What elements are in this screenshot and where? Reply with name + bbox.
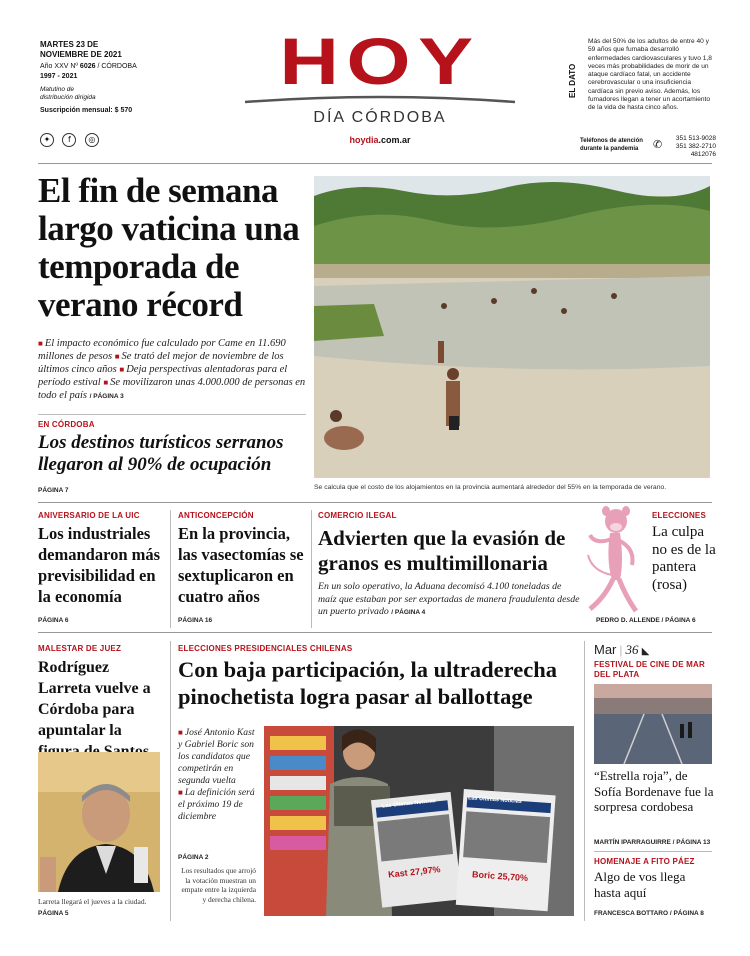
lead-page-ref[interactable]: / PÁGINA 3	[89, 393, 124, 400]
website-prefix: hoydia	[349, 135, 379, 145]
uic-kicker: ANIVERSARIO DE LA UIC	[38, 511, 140, 520]
fito-rule	[594, 851, 712, 852]
comercio-summary-text: En un solo operativo, la Aduana decomisó 4.100 toneladas de maíz que estaban por ser exportadas de manera fraudulenta desde un puerto privado	[318, 581, 580, 617]
bullet-icon: ■	[114, 352, 122, 361]
mardelplata-photo	[594, 684, 712, 764]
elecciones-headline[interactable]: La culpa no es de la pantera (rosa)	[652, 524, 716, 593]
phone-icon: ✆	[653, 138, 663, 151]
larreta-photo	[38, 752, 160, 892]
phone-2[interactable]: 351 382-2710	[675, 143, 716, 150]
instagram-icon[interactable]: ◎	[85, 133, 99, 147]
tagline-2: distribución dirigida	[40, 94, 96, 101]
chile-kicker: ELECCIONES PRESIDENCIALES CHILENAS	[178, 644, 353, 653]
chile-caption: Los resultados que arrojó la votación muestran un empate entre la izquierda y derecha chilena.	[181, 866, 256, 904]
larreta-portrait	[38, 752, 160, 892]
col-rule-3	[170, 641, 171, 921]
phone-3[interactable]: 4812076	[690, 151, 716, 158]
elecciones-kicker: ELECCIONES	[652, 511, 707, 520]
cordoba-headline[interactable]: Los destinos turísticos serranos llegaron al 90% de ocupación	[38, 432, 284, 475]
chile-page-ref[interactable]: PÁGINA 2	[178, 854, 209, 861]
issue-number: 6026	[79, 63, 96, 70]
anticoncepcion-page-ref[interactable]: PÁGINA 16	[178, 617, 213, 624]
twitter-icon[interactable]: ✦	[40, 133, 54, 147]
phones-list	[670, 135, 716, 159]
mardelplata-kicker: FESTIVAL DE CINE DE MAR DEL PLATA	[594, 660, 705, 679]
bullet-icon: ■	[38, 339, 45, 348]
larreta-page-ref[interactable]: PÁGINA 5	[38, 910, 69, 917]
comercio-headline[interactable]: Advierten que la evasión de granos es multimillonaria	[318, 526, 566, 575]
chile-bullet-1	[178, 727, 258, 787]
social-links	[40, 129, 190, 147]
lead-bullet-3: Deja perspectivas alentadoras para el período estival	[38, 364, 288, 388]
chile-headline[interactable]: Con baja participación, la ultraderecha pinochetista logra pasar al ballottage	[178, 657, 557, 709]
mardelplata-brand	[594, 642, 649, 658]
el-dato-text: Más del 50% de los adultos de entre 40 y 59 años que fumaba desarrolló enfermedades cardiovasculares y tuvo 1,8 veces más probabilidades de morir de un ataque cardíaco fatal, un accidente cerebrovascular o una insuficiencia cardíaca sin previo aviso. Además, los fumadores llegan a tener un acortamiento de la vida de hasta cinco años.	[588, 38, 712, 112]
elecciones-byline[interactable]: PEDRO D. ALLENDE / PÁGINA 6	[596, 617, 696, 624]
cordoba-kicker: EN CÓRDOBA	[38, 420, 95, 429]
tagline-1: Matutino de	[40, 86, 74, 93]
chile-bullet-2-text: La definición será el próximo 19 de diciembre	[178, 787, 255, 822]
lead-divider	[38, 414, 306, 415]
street-scene-illustration	[594, 684, 712, 764]
bullet-icon: ■	[119, 365, 127, 374]
comercio-summary	[318, 581, 580, 620]
mardelplata-byline[interactable]: MARTÍN IPARRAGUIRRE / PÁGINA 13	[594, 839, 711, 846]
bullet-icon: ■	[103, 378, 111, 387]
masthead-left	[40, 40, 190, 147]
mardelplata-edition: 36	[625, 642, 639, 657]
comercio-kicker: COMERCIO ILEGAL	[318, 511, 397, 520]
river-scene-illustration	[314, 176, 710, 478]
lead-photo-caption: Se calcula que el costo de los alojamientos en la provincia aumentará alrededor del 55% en la temporada de verano.	[314, 484, 667, 491]
bullet-icon: ■	[178, 728, 185, 737]
section-rule-2	[38, 632, 712, 633]
lead-photo	[314, 176, 710, 478]
larreta-kicker: MALESTAR DE JUEZ	[38, 644, 122, 653]
section-rule-1	[38, 502, 712, 503]
mardelplata-headline[interactable]: “Estrella roja”, de Sofía Bordenave fue la sorpresa cordobesa	[594, 768, 714, 814]
chile-bullet-1-text: José Antonio Kast y Gabriel Boric son los candidatos que competirán en segunda vuelta	[178, 727, 255, 786]
anticoncepcion-kicker: ANTICONCEPCIÓN	[178, 511, 254, 520]
newspaper-masthead-right: Las Últimas Noticias	[467, 795, 522, 805]
issue-prefix: Año XXV Nº	[40, 63, 78, 70]
date-line-1: MARTES 23 DE	[40, 40, 99, 49]
lead-summary	[38, 337, 306, 403]
phones-label	[580, 137, 663, 153]
phones-label-1: Teléfonos de atención	[580, 138, 643, 144]
uic-headline[interactable]: Los industriales demandaron más previsibilidad en la economía	[38, 524, 161, 606]
fitopaez-kicker: HOMENAJE A FITO PÁEZ	[594, 857, 695, 866]
subscription-price: Suscripción mensual: $ 570	[40, 107, 133, 114]
boric-percentage: Boric 25,70%	[471, 869, 529, 884]
newsstand-illustration	[264, 726, 574, 916]
issue-line	[40, 62, 190, 72]
logo-text: HOY	[279, 24, 481, 98]
uic-page-ref[interactable]: PÁGINA 6	[38, 617, 69, 624]
anticoncepcion-headline[interactable]: En la provincia, las vasectomías se sextuplicaron en cuatro años	[178, 524, 304, 606]
col-rule-4	[584, 641, 585, 921]
lead-bullet-4: Se movilizaron unas 4.000.000 de personas en todo el país	[38, 377, 306, 401]
chile-bullet-2	[178, 787, 258, 823]
lead-bullet-2: Se trató del mejor de noviembre de los últimos cinco años	[38, 351, 284, 375]
facebook-icon[interactable]: f	[62, 133, 76, 147]
masthead-rule	[38, 163, 712, 164]
col-rule-2	[311, 510, 312, 628]
mardelplata-sep: |	[619, 642, 623, 657]
phones-label-2: durante la pandemia	[580, 146, 639, 152]
larreta-caption: Larreta llegará el jueves a la ciudad.	[38, 897, 147, 906]
bullet-icon: ■	[178, 788, 185, 797]
fitopaez-headline[interactable]: Algo de vos llega hasta aquí	[594, 869, 686, 900]
website[interactable]	[235, 135, 525, 145]
lead-headline[interactable]: El fin de semana largo vaticina una temporada de verano récord	[38, 171, 300, 324]
newspaper-masthead-left: Las Últimas Noticias	[381, 798, 437, 810]
larreta-headline[interactable]: Rodríguez Larreta vuelve a Córdoba para apuntalar la	[38, 659, 151, 739]
date-line-2: NOVIEMBRE DE 2021	[40, 50, 122, 59]
mardelplata-brand-text: Mar	[594, 642, 617, 657]
seal-icon: ◣	[641, 646, 650, 657]
comercio-page-ref[interactable]: / PÁGINA 4	[391, 609, 426, 616]
cordoba-page-ref[interactable]: PÁGINA 7	[38, 487, 69, 494]
kast-percentage: Kast 27,97%	[387, 864, 441, 880]
col-rule-1	[170, 510, 171, 628]
pink-panther-illustration	[580, 505, 648, 617]
issue-city: / CÓRDOBA	[97, 63, 137, 70]
el-dato-label: EL DATO	[568, 63, 577, 98]
chile-summary	[178, 727, 258, 823]
logo-block	[235, 24, 525, 145]
phone-1[interactable]: 351 513-9028	[675, 135, 716, 142]
lead-bullet-1: El impacto económico fue calculado por Came en 11.690 millones de pesos	[38, 338, 286, 362]
chile-photo	[264, 726, 574, 916]
issue-years: 1997 - 2021	[40, 73, 78, 80]
logo-subtitle: DÍA CÓRDOBA	[313, 109, 447, 126]
website-suffix: .com.ar	[378, 135, 411, 145]
fitopaez-byline[interactable]: FRANCESCA BOTTARO / PÁGINA 8	[594, 910, 704, 917]
